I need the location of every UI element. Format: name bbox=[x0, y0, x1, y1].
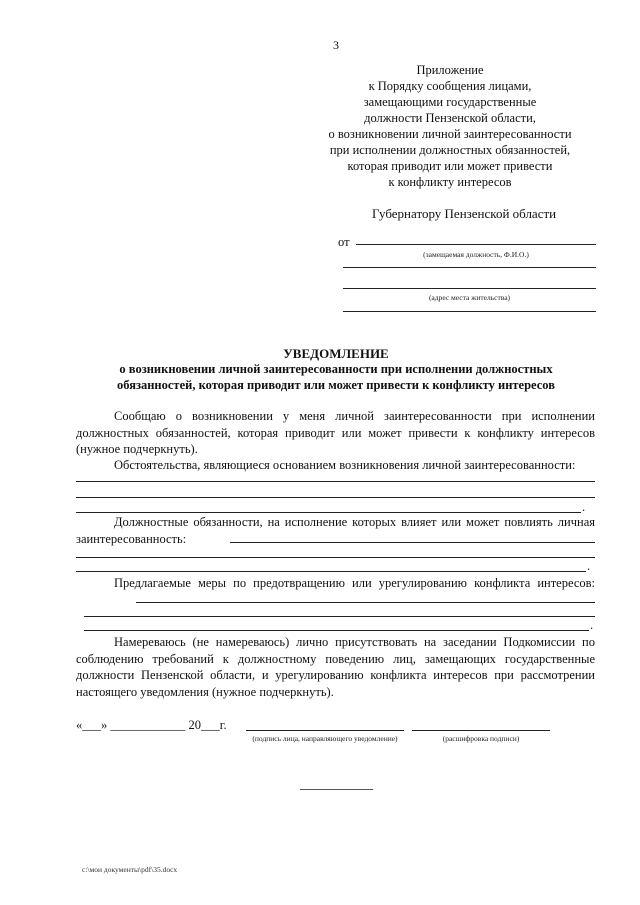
measures-inline-line bbox=[136, 602, 595, 603]
appendix-line: должности Пензенской области, bbox=[364, 111, 536, 125]
duties-line bbox=[76, 571, 586, 572]
appendix-line: к конфликту интересов bbox=[388, 175, 512, 189]
paragraph-duties: Должностные обязанности, на исполнение которых влияет или может повлиять личная заинтересованность: bbox=[76, 515, 595, 546]
appendix-line: к Порядку сообщения лицами, bbox=[368, 79, 532, 93]
line-end-period: . bbox=[582, 500, 586, 514]
circumstances-line bbox=[76, 497, 595, 498]
position-caption: (замещаемая должность, Ф.И.О.) bbox=[423, 250, 529, 259]
from-field-line-2 bbox=[343, 267, 596, 268]
document-subtitle bbox=[76, 361, 596, 393]
document-title: УВЕДОМЛЕНИЕ bbox=[283, 346, 389, 361]
file-path-footer: c:\мои документы\pdf\35.docx bbox=[82, 865, 178, 874]
paragraph-attendance: Намереваюсь (не намереваюсь) лично присутствовать на заседании Подкомиссии по соблюдению требований к должностному поведению лиц, замещающих государственные должности Пензенской области, и урегулированию конфликта интересов при рассмотрении настоящего уведомления (нужное подчеркнуть). bbox=[76, 635, 595, 699]
appendix-line: о возникновении личной заинтересованности bbox=[328, 127, 572, 141]
circumstances-line bbox=[76, 481, 595, 482]
decoding-line bbox=[412, 730, 550, 731]
signature-caption: (подпись лица, направляющего уведомление) bbox=[252, 734, 398, 743]
address-caption: (адрес места жительства) bbox=[428, 293, 511, 302]
signature-line bbox=[246, 730, 404, 731]
appendix-line: замещающими государственные bbox=[363, 95, 537, 109]
addressee: Губернатору Пензенской области bbox=[372, 206, 557, 221]
line-end-period: . bbox=[587, 559, 591, 573]
circumstances-line bbox=[76, 512, 581, 513]
from-label: от bbox=[338, 235, 350, 249]
appendix-line: Приложение bbox=[416, 63, 484, 77]
duties-inline-line bbox=[230, 542, 595, 543]
paragraph-measures: Предлагаемые меры по предотвращению или урегулированию конфликта интересов: bbox=[114, 576, 595, 590]
line-end-period: . bbox=[590, 618, 594, 632]
subtitle-line: обязанностей, которая приводит или может привести к конфликту интересов bbox=[117, 378, 555, 392]
page-number: 3 bbox=[333, 38, 339, 52]
date-line: «___» ____________ 20___г. bbox=[76, 718, 227, 732]
measures-line bbox=[84, 616, 595, 617]
end-separator bbox=[300, 789, 373, 790]
address-field-line bbox=[343, 288, 596, 289]
duties-line bbox=[76, 557, 595, 558]
appendix-header bbox=[300, 62, 600, 190]
address-field-line-2 bbox=[343, 311, 596, 312]
from-field-line bbox=[356, 244, 596, 245]
appendix-line: которая приводит или может привести bbox=[347, 159, 553, 173]
paragraph-circumstances: Обстоятельства, являющиеся основанием возникновения личной заинтересованности: bbox=[114, 458, 576, 472]
appendix-line: при исполнении должностных обязанностей, bbox=[329, 143, 571, 157]
subtitle-line: о возникновении личной заинтересованности при исполнении должностных bbox=[119, 362, 553, 376]
decoding-caption: (расшифровка подписи) bbox=[442, 734, 520, 743]
paragraph-notice: Сообщаю о возникновении у меня личной заинтересованности при исполнении должностных обязанностей, которая приводит или может привести к конфликту интересов (нужное подчеркнуть). bbox=[76, 409, 595, 456]
measures-line bbox=[84, 630, 589, 631]
